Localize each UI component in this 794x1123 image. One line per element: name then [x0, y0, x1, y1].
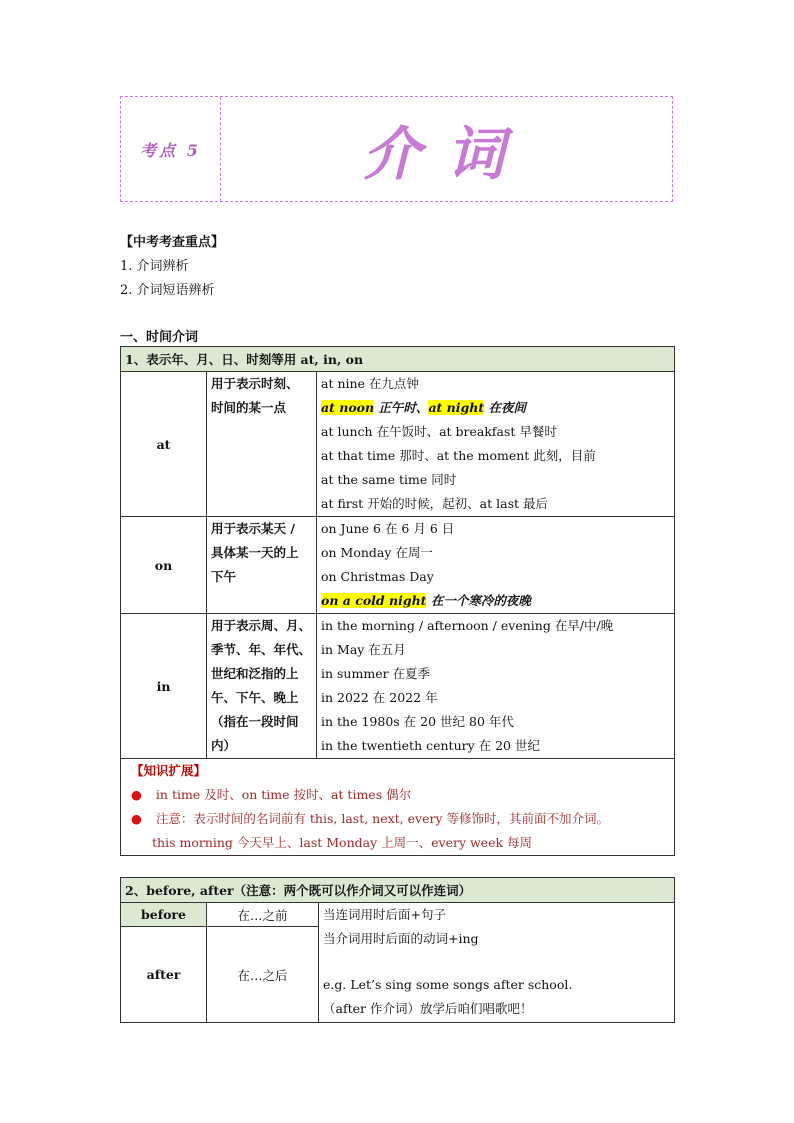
focus-item-1: 1. 介词辨析: [120, 259, 189, 274]
before-after-notes: 当连词用时后面+句子 当介词用时后面的动词+ing e.g. Let’s sing some songs after school. （after 作介词）放学后咱们唱歌吧！: [319, 903, 675, 1023]
bullet-icon: ●: [131, 811, 142, 826]
kw-at: at: [121, 372, 207, 517]
usage-on: 用于表示某天 / 具体某一天的上 下午: [207, 517, 317, 614]
topic-number: 考点 5: [121, 97, 221, 201]
table1-header: 1、表示年、月、日、时刻等用 at, in, on: [121, 347, 675, 372]
knowledge-extension: 【知识扩展】 ● in time 及时、on time 按时、at times 偶尔 ● 注意：表示时间的名词前有 this, last, next, every 等修饰时，其前面不加介词。 this morning 今天早上、last Monday 上周一、every week 每周: [121, 759, 675, 856]
kw-after: after: [121, 927, 207, 1023]
focus-item-2: 2. 介词短语辨析: [120, 283, 215, 298]
kw-on: on: [121, 517, 207, 614]
before-meaning: 在…之前: [207, 903, 319, 927]
examples-at: at nine 在九点钟 at noon 正午时、at night 在夜间 at lunch 在午饭时、at breakfast 早餐时 at that time 那时、at the moment 此刻，目前 at the same time 同时 at first 开始的时候，起初、at last 最后: [317, 372, 675, 517]
usage-at: 用于表示时刻、 时间的某一点: [207, 372, 317, 517]
table2-header: 2、before, after（注意：两个既可以作介词又可以作连词）: [121, 878, 675, 903]
usage-in: 用于表示周、月、 季节、年、年代、 世纪和泛指的上 午、下午、晚上 （指在一段时间 内）: [207, 614, 317, 759]
focus-heading: 【中考考查重点】: [120, 235, 225, 250]
after-meaning: 在…之后: [207, 927, 319, 1023]
page-title: 介词: [362, 120, 531, 188]
time-preposition-table: [120, 346, 675, 856]
kw-before: before: [121, 903, 207, 927]
examples-on: on June 6 在 6 月 6 日 on Monday 在周一 on Christmas Day on a cold night 在一个寒冷的夜晚: [317, 517, 675, 614]
examples-in: in the morning / afternoon / evening 在早/中/晚 in May 在五月 in summer 在夏季 in 2022 在 2022 年 in the 1980s 在 20 世纪 80 年代 in the twentieth century 在 20 世纪: [317, 614, 675, 759]
section-title: 一、时间介词: [120, 330, 199, 345]
kw-in: in: [121, 614, 207, 759]
bullet-icon: ●: [131, 787, 142, 802]
title-box: [120, 96, 673, 202]
before-after-table: [120, 877, 675, 1023]
extension-heading: 【知识扩展】: [131, 763, 207, 778]
